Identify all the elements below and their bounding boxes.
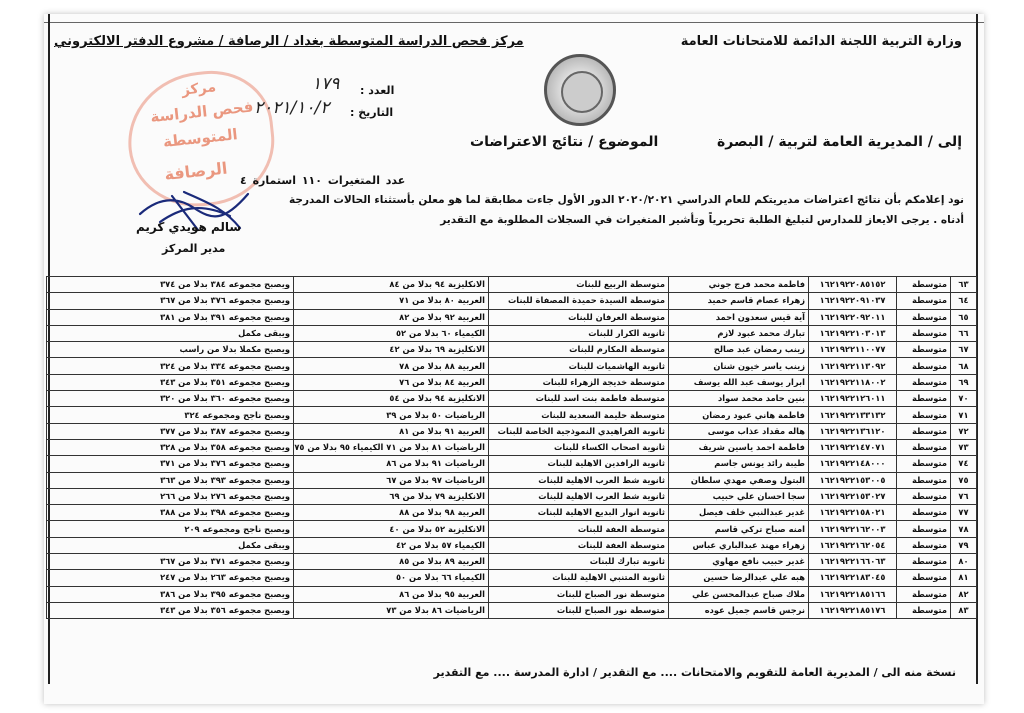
row-result: ويصبح مجموعه ٣٨٧ بدلا من ٣٧٧ bbox=[47, 423, 294, 439]
row-result: ويصبح مجموعه ٣٦٠ بدلا من ٣٢٠ bbox=[47, 391, 294, 407]
row-changed-subject: الانكليزية ٦٩ بدلا من ٤٢ bbox=[294, 342, 489, 358]
row-school: ثانوية تبارك للبنات bbox=[489, 554, 669, 570]
results-table-body bbox=[47, 277, 977, 619]
row-result: ويصبح مجموعه ٣٥١ بدلا من ٣٤٣ bbox=[47, 374, 294, 390]
date-value: ٢٠٢١/١٠/٢ bbox=[254, 98, 330, 118]
row-school: ثانوية الهاشميات للبنات bbox=[489, 358, 669, 374]
stamp-line-2: فحص الدراسة bbox=[149, 97, 255, 127]
row-exam-id: ١٦٢١٩٢٢١٥٣٠٠٥ bbox=[809, 472, 897, 488]
row-level: متوسطة bbox=[897, 391, 951, 407]
row-school: متوسطة العفة للبنات bbox=[489, 537, 669, 553]
row-changed-subject: العربية ٩٨ بدلا من ٨٨ bbox=[294, 505, 489, 521]
row-number: ٧٥ bbox=[951, 472, 977, 488]
row-number: ٦٥ bbox=[951, 309, 977, 325]
row-number: ٦٨ bbox=[951, 358, 977, 374]
row-level: متوسطة bbox=[897, 407, 951, 423]
row-result: ويصبح مجموعه ٣٥٦ بدلا من ٣٤٣ bbox=[47, 602, 294, 618]
row-student-name: ملاك صباح عبدالمحسن علي bbox=[669, 586, 809, 602]
row-level: متوسطة bbox=[897, 277, 951, 293]
stamp-line-4: الرصافة bbox=[163, 158, 229, 184]
row-number: ٨٢ bbox=[951, 586, 977, 602]
row-result: ويصبح مجموعه ٣٩١ بدلا من ٣٨١ bbox=[47, 309, 294, 325]
row-exam-id: ١٦٢١٩٢٢٠٨٥١٥٢ bbox=[809, 277, 897, 293]
row-exam-id: ١٦٢١٩٢٢١٨٥١٧٦ bbox=[809, 602, 897, 618]
row-changed-subject: العربية ٨٨ بدلا من ٧٨ bbox=[294, 358, 489, 374]
row-student-name: امنه صباح تركي قاسم bbox=[669, 521, 809, 537]
row-result: ويصبح مجموعه ٣٩٥ بدلا من ٣٨٦ bbox=[47, 586, 294, 602]
row-number: ٦٩ bbox=[951, 374, 977, 390]
row-student-name: هاله مقداد عذاب موسى bbox=[669, 423, 809, 439]
row-level: متوسطة bbox=[897, 586, 951, 602]
row-school: ثانوية الفراهيدي النموذجية الخاصة للبنات bbox=[489, 423, 669, 439]
row-school: ثانوية الكرار للبنات bbox=[489, 325, 669, 341]
row-changed-subject: العربية ٩١ بدلا من ٨١ bbox=[294, 423, 489, 439]
table-row bbox=[47, 439, 977, 455]
row-student-name: تبارك محمد عبود لازم bbox=[669, 325, 809, 341]
row-changed-subject: العربية ٩٥ بدلا من ٨٦ bbox=[294, 586, 489, 602]
row-student-name: سجا احسان علي حبيب bbox=[669, 488, 809, 504]
row-number: ٧٤ bbox=[951, 456, 977, 472]
row-level: متوسطة bbox=[897, 554, 951, 570]
row-school: متوسطة نور الصباح للبنات bbox=[489, 586, 669, 602]
row-student-name: زينب رمضان عبد صالح bbox=[669, 342, 809, 358]
table-row bbox=[47, 570, 977, 586]
row-changed-subject: الرياضيات ٥٠ بدلا من ٣٩ bbox=[294, 407, 489, 423]
row-number: ٧٧ bbox=[951, 505, 977, 521]
number-label: العدد : bbox=[360, 84, 395, 97]
row-changed-subject: الانكليزية ٧٩ بدلا من ٦٩ bbox=[294, 488, 489, 504]
table-row bbox=[47, 277, 977, 293]
row-level: متوسطة bbox=[897, 439, 951, 455]
ministry-seal-icon bbox=[544, 54, 616, 126]
row-exam-id: ١٦٢١٩٢٢١٥٨٠٢١ bbox=[809, 505, 897, 521]
table-row bbox=[47, 488, 977, 504]
table-row bbox=[47, 293, 977, 309]
row-exam-id: ١٦٢١٩٢٢١٤٨٠٠٠ bbox=[809, 456, 897, 472]
row-exam-id: ١٦٢١٩٢٢١٦٦٠٦٣ bbox=[809, 554, 897, 570]
body-line-2: أدناه . يرجى الايعاز للمدارس لتبليغ الطلبة تحريرياً وتأشير المتغيرات في السجلات المطلوبة مع التقدير bbox=[440, 214, 964, 226]
row-student-name: غدير حبيب نافع مهاوي bbox=[669, 554, 809, 570]
row-changed-subject: الانكليزية ٩٤ بدلا من ٨٤ bbox=[294, 277, 489, 293]
row-level: متوسطة bbox=[897, 293, 951, 309]
table-row bbox=[47, 391, 977, 407]
table-row bbox=[47, 505, 977, 521]
row-exam-id: ١٦٢١٩٢٢١١٣٠٩٢ bbox=[809, 358, 897, 374]
body-line-1: نود إعلامكم بأن نتائج اعتراضات مديريتكم للعام الدراسي ٢٠٢٠/٢٠٢١ الدور الأول جاءت مطابقة لما هو معلن بأستثناء الحالات المدرجة bbox=[289, 194, 964, 206]
table-row bbox=[47, 521, 977, 537]
row-school: متوسطة العرفان للبنات bbox=[489, 309, 669, 325]
row-school: متوسطة خديجة الزهراء للبنات bbox=[489, 374, 669, 390]
table-row bbox=[47, 456, 977, 472]
row-student-name: فاطمة احمد ياسين شريف bbox=[669, 439, 809, 455]
row-changed-subject: الكيمياء ٦٦ بدلا من ٥٠ bbox=[294, 570, 489, 586]
row-school: متوسطة السيدة حميدة المصفاة للبنات bbox=[489, 293, 669, 309]
row-exam-id: ١٦٢١٩٢٢١٠٣٠١٣ bbox=[809, 325, 897, 341]
row-school: ثانوية اصحاب الكساء للبنات bbox=[489, 439, 669, 455]
row-level: متوسطة bbox=[897, 342, 951, 358]
changes-count-value: ١١٠ bbox=[301, 174, 322, 187]
center-title: مركز فحص الدراسة المتوسطة بغداد / الرصافة / مشروع الدفتر الالكتروني bbox=[54, 34, 524, 49]
row-school: متوسطة فاطمة بنت اسد للبنات bbox=[489, 391, 669, 407]
row-exam-id: ١٦٢١٩٢٢١٦٢٠٠٣ bbox=[809, 521, 897, 537]
row-number: ٨٠ bbox=[951, 554, 977, 570]
row-exam-id: ١٦٢١٩٢٢١٣٣١٣٢ bbox=[809, 407, 897, 423]
row-level: متوسطة bbox=[897, 602, 951, 618]
copy-to-line: نسخة منه الى / المديرية العامة للتقويم والامتحانات .... مع التقدير / ادارة المدرسة .... مع التقدير bbox=[433, 666, 956, 679]
row-changed-subject: الكيمياء ٦٠ بدلا من ٥٢ bbox=[294, 325, 489, 341]
ministry-title: وزارة التربية اللجنة الدائمة للامتحانات العامة bbox=[680, 34, 962, 49]
row-student-name: زينب ياسر خيون شنان bbox=[669, 358, 809, 374]
row-result: ويصبح مجموعه ٣٨٤ بدلا من ٣٧٤ bbox=[47, 277, 294, 293]
subject-line: الموضوع / نتائج الاعتراضات bbox=[470, 134, 659, 150]
row-changed-subject: الرياضيات ٩٧ بدلا من ٦٧ bbox=[294, 472, 489, 488]
row-number: ٧١ bbox=[951, 407, 977, 423]
row-exam-id: ١٦٢١٩٢٢١٨٣٠٤٥ bbox=[809, 570, 897, 586]
row-level: متوسطة bbox=[897, 472, 951, 488]
changes-count-label: عدد المتغيرات bbox=[327, 174, 406, 187]
row-result: ويصبح مجموعه ٣٩٨ بدلا من ٣٨٨ bbox=[47, 505, 294, 521]
row-student-name: غدير عبدالنبي خلف فيصل bbox=[669, 505, 809, 521]
row-school: متوسطة الربيع للبنات bbox=[489, 277, 669, 293]
row-exam-id: ١٦٢١٩٢٢١٨٥١٦٦ bbox=[809, 586, 897, 602]
row-school: ثانوية الرافدين الاهلية للبنات bbox=[489, 456, 669, 472]
row-number: ٧٩ bbox=[951, 537, 977, 553]
changes-count bbox=[240, 174, 405, 187]
table-row bbox=[47, 423, 977, 439]
row-changed-subject: الرياضيات ٨١ بدلا من ٧١ الكيمياء ٩٥ بدلا من ٧٥ bbox=[294, 439, 489, 455]
row-student-name: هبه علي عبدالرضا حسين bbox=[669, 570, 809, 586]
row-school: ثانوية انوار البديع الاهلية للبنات bbox=[489, 505, 669, 521]
stamp-line-3: المتوسطة bbox=[162, 125, 239, 151]
table-row bbox=[47, 602, 977, 618]
row-changed-subject: الانكليزية ٥٢ بدلا من ٤٠ bbox=[294, 521, 489, 537]
table-row bbox=[47, 407, 977, 423]
row-result: ويصبح مجموعه ٣٧٦ بدلا من ٣٧١ bbox=[47, 456, 294, 472]
row-exam-id: ١٦٢١٩٢٢٠٩١٠٣٧ bbox=[809, 293, 897, 309]
row-exam-id: ١٦٢١٩٢٢١١٠٠٧٧ bbox=[809, 342, 897, 358]
table-row bbox=[47, 537, 977, 553]
row-number: ٧٠ bbox=[951, 391, 977, 407]
forms-label: استمارة bbox=[252, 174, 296, 187]
forms-value: ٤ bbox=[240, 174, 247, 187]
row-school: ثانوية شط العرب الاهلية للبنات bbox=[489, 488, 669, 504]
row-number: ٧٣ bbox=[951, 439, 977, 455]
row-changed-subject: الكيمياء ٥٧ بدلا من ٤٢ bbox=[294, 537, 489, 553]
row-number: ٨١ bbox=[951, 570, 977, 586]
row-school: ثانوية المتنبي الاهلية للبنات bbox=[489, 570, 669, 586]
table-row bbox=[47, 586, 977, 602]
row-number: ٧٢ bbox=[951, 423, 977, 439]
row-result: ويصبح مجموعه ٣٧١ بدلا من ٣٦٧ bbox=[47, 554, 294, 570]
row-exam-id: ١٦٢١٩٢٢١٤٧٠٧١ bbox=[809, 439, 897, 455]
row-level: متوسطة bbox=[897, 537, 951, 553]
row-level: متوسطة bbox=[897, 374, 951, 390]
row-changed-subject: العربية ٩٢ بدلا من ٨٢ bbox=[294, 309, 489, 325]
row-result: ويصبح مجموعه ٢٦٣ بدلا من ٢٤٧ bbox=[47, 570, 294, 586]
row-number: ٦٧ bbox=[951, 342, 977, 358]
row-result: ويصبح مجموعه ٢٧٦ بدلا من ٢٦٦ bbox=[47, 488, 294, 504]
row-result: ويصبح مجموعه ٣٣٤ بدلا من ٣٢٤ bbox=[47, 358, 294, 374]
row-exam-id: ١٦٢١٩٢٢٠٩٢٠١١ bbox=[809, 309, 897, 325]
row-changed-subject: العربية ٨٠ بدلا من ٧١ bbox=[294, 293, 489, 309]
row-number: ٧٦ bbox=[951, 488, 977, 504]
row-student-name: نرجس قاسم جميل عوده bbox=[669, 602, 809, 618]
row-student-name: زهراء عصام قاسم حميد bbox=[669, 293, 809, 309]
number-value: ١٧٩ bbox=[312, 74, 340, 94]
row-school: متوسطة المكارم للبنات bbox=[489, 342, 669, 358]
row-student-name: فاطمة محمد فرج جوني bbox=[669, 277, 809, 293]
row-result: ويصبح مكملا بدلا من راسب bbox=[47, 342, 294, 358]
table-row bbox=[47, 309, 977, 325]
row-exam-id: ١٦٢١٩٢٢١١٨٠٠٢ bbox=[809, 374, 897, 390]
row-number: ٦٤ bbox=[951, 293, 977, 309]
row-school: متوسطة نور الصباح للبنات bbox=[489, 602, 669, 618]
table-row bbox=[47, 374, 977, 390]
row-student-name: ابرار يوسف عبد الله يوسف bbox=[669, 374, 809, 390]
row-student-name: طيبة رائد يونس جاسم bbox=[669, 456, 809, 472]
row-number: ٦٣ bbox=[951, 277, 977, 293]
table-row bbox=[47, 554, 977, 570]
stamp-line-1: مركز bbox=[181, 79, 217, 99]
row-result: ويبقى مكمل bbox=[47, 537, 294, 553]
row-result: ويصبح مجموعه ٣٧٦ بدلا من ٣٦٧ bbox=[47, 293, 294, 309]
row-changed-subject: الرياضيات ٨٦ بدلا من ٧٣ bbox=[294, 602, 489, 618]
row-level: متوسطة bbox=[897, 423, 951, 439]
table-row bbox=[47, 325, 977, 341]
row-level: متوسطة bbox=[897, 505, 951, 521]
row-level: متوسطة bbox=[897, 570, 951, 586]
letter-sheet bbox=[44, 14, 984, 704]
row-changed-subject: العربية ٨٤ بدلا من ٧٦ bbox=[294, 374, 489, 390]
row-exam-id: ١٦٢١٩٢٢١٦٢٠٥٤ bbox=[809, 537, 897, 553]
row-exam-id: ١٦٢١٩٢٢١٢٦٠١١ bbox=[809, 391, 897, 407]
row-exam-id: ١٦٢١٩٢٢١٥٣٠٢٧ bbox=[809, 488, 897, 504]
row-result: ويصبح مجموعه ٣٥٨ بدلا من ٣٢٨ bbox=[47, 439, 294, 455]
row-student-name: البتول وصفي مهدي سلطان bbox=[669, 472, 809, 488]
row-level: متوسطة bbox=[897, 309, 951, 325]
row-student-name: فاطمة هاني عبود رمضان bbox=[669, 407, 809, 423]
row-school: ثانوية شط العرب الاهلية للبنات bbox=[489, 472, 669, 488]
row-result: ويصبح مجموعه ٣٩٣ بدلا من ٣٦٣ bbox=[47, 472, 294, 488]
row-changed-subject: العربية ٨٩ بدلا من ٨٥ bbox=[294, 554, 489, 570]
addressee-line: إلى / المديرية العامة لتربية / البصرة bbox=[717, 134, 962, 150]
row-level: متوسطة bbox=[897, 325, 951, 341]
row-number: ٧٨ bbox=[951, 521, 977, 537]
signatory-name: سالم هويدي كريم bbox=[136, 220, 242, 234]
signatory-title: مدير المركز bbox=[162, 242, 226, 255]
row-student-name: آية قيس سعدون احمد bbox=[669, 309, 809, 325]
row-student-name: زهراء مهند عبدالباري عباس bbox=[669, 537, 809, 553]
row-level: متوسطة bbox=[897, 358, 951, 374]
row-result: ويبقى مكمل bbox=[47, 325, 294, 341]
frame-top-line bbox=[44, 22, 984, 23]
date-label: التاريخ : bbox=[350, 106, 394, 119]
row-result: ويصبح ناجح ومجموعه ٢٠٩ bbox=[47, 521, 294, 537]
row-school: متوسطة العفة للبنات bbox=[489, 521, 669, 537]
row-changed-subject: الانكليزية ٩٤ بدلا من ٥٤ bbox=[294, 391, 489, 407]
table-row bbox=[47, 358, 977, 374]
table-row bbox=[47, 472, 977, 488]
row-school: متوسطة حليمة السعدية للبنات bbox=[489, 407, 669, 423]
row-level: متوسطة bbox=[897, 488, 951, 504]
row-student-name: بنين حامد محمد سواد bbox=[669, 391, 809, 407]
row-number: ٦٦ bbox=[951, 325, 977, 341]
row-changed-subject: الرياضيات ٩١ بدلا من ٨٦ bbox=[294, 456, 489, 472]
table-row bbox=[47, 342, 977, 358]
results-table bbox=[46, 276, 977, 619]
row-level: متوسطة bbox=[897, 521, 951, 537]
row-exam-id: ١٦٢١٩٢٢١٣٦١٢٠ bbox=[809, 423, 897, 439]
row-result: ويصبح ناجح ومجموعه ٣٢٤ bbox=[47, 407, 294, 423]
row-number: ٨٣ bbox=[951, 602, 977, 618]
row-level: متوسطة bbox=[897, 456, 951, 472]
